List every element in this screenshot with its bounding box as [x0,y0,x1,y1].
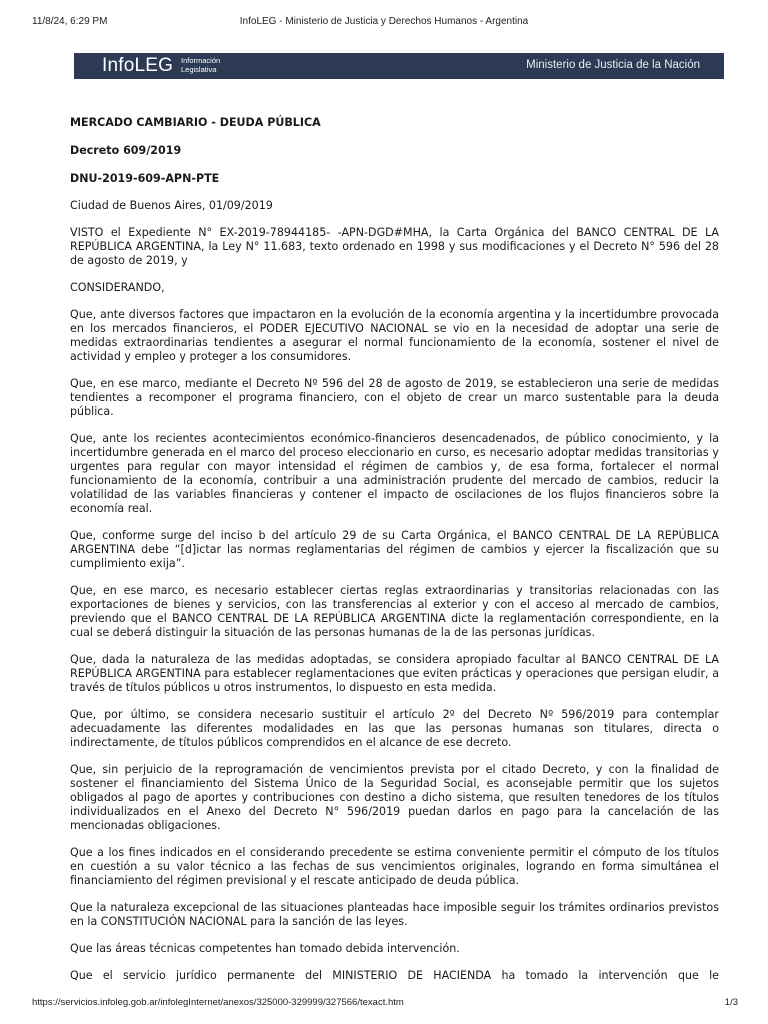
decree-number: Decreto 609/2019 [70,144,182,157]
page-url[interactable]: https://servicios.infoleg.gob.ar/infolegInternet/anexos/325000-329999/327566/texact.htm [32,997,404,1008]
print-footer [0,995,768,1011]
considerando-label: CONSIDERANDO, [70,281,165,294]
considerando-paragraph: Que, en ese marco, mediante el Decreto Nº 596 del 28 de agosto de 2019, se establecieron una serie de medidas tendientes a recomponer el programa financiero, con el objeto de crear un marco sustentable para la deuda pública. [70,377,719,418]
considerando-paragraph: Que las áreas técnicas competentes han tomado debida intervención. [70,942,460,955]
considerando-paragraph: Que, sin perjuicio de la reprogramación de vencimientos prevista por el citado Decreto, y con la finalidad de sostener el financiamiento del Sistema Único de la Seguridad Social, es aconsejable permitir que los sujetos obligados al pago de aportes y contribuciones con destino a dicho sistema, que resulten tenedores de los títulos individualizados en el Anexo del Decreto N° 596/2019 puedan darlos en pago para la cancelación de las mencionadas obligaciones. [70,763,719,832]
infoleg-banner [74,53,724,79]
print-page-title: InfoLEG - Ministerio de Justicia y Derechos Humanos - Argentina [239,16,529,27]
place-date: Ciudad de Buenos Aires, 01/09/2019 [70,199,273,212]
considerando-paragraph: Que, en ese marco, es necesario establecer ciertas reglas extraordinarias y transitorias relacionadas con las exportaciones de bienes y servicios, con las transferencias al exterior y con el acceso al mercado de cambios, previendo que el BANCO CENTRAL DE LA REPÚBLICA ARGENTINA dicte la reglamentación correspondiente, en la cual se deberá distinguir la situación de las personas humanas de la de las personas jurídicas. [70,584,719,639]
considerando-paragraph: Que, por último, se considera necesario sustituir el artículo 2º del Decreto Nº 596/2019 para contemplar adecuadamente las diferentes modalidades en las que las personas humanas son titulares, directa o indirectamente, de títulos públicos comprendidos en el alcance de ese decreto. [70,708,719,749]
logo-sub-line1: Información [181,56,221,65]
considerando-paragraph: Que la naturaleza excepcional de las situaciones planteadas hace imposible seguir los trámites ordinarios previstos en la CONSTITUCIÓN NACIONAL para la sanción de las leyes. [70,901,719,928]
print-header [0,12,768,28]
decree-code: DNU-2019-609-APN-PTE [70,172,220,185]
logo-sub-line2: Legislativa [181,65,217,74]
considerando-paragraph: Que, conforme surge del inciso b del artículo 29 de su Carta Orgánica, el BANCO CENTRAL DE LA REPÚBLICA ARGENTINA debe “[d]ictar las normas reglamentarias del régimen de cambios y ejercer la fiscalización que su cumplimiento exija”. [70,529,719,570]
infoleg-logo-subtitle [181,56,220,74]
infoleg-logo[interactable]: InfoLEG [102,55,174,76]
ministry-name: Ministerio de Justicia de la Nación [526,59,700,71]
visto-paragraph: VISTO el Expediente N° EX-2019-78944185- -APN-DGD#MHA, la Carta Orgánica del BANCO CENTRAL DE LA REPÚBLICA ARGENTINA, la Ley N° 11.683, texto ordenado en 1998 y sus modificaciones y el Decreto N° 596 del 28 de agosto de 2019, y [70,226,719,267]
document-heading: MERCADO CAMBIARIO - DEUDA PÚBLICA [70,116,321,129]
considerando-paragraph: Que, ante los recientes acontecimientos económico-financieros desencadenados, de público conocimiento, y la incertidumbre generada en el marco del proceso eleccionario en curso, es necesario adoptar medidas transitorias y urgentes para regular con mayor intensidad el régimen de cambios y, de esa forma, fortalecer el normal funcionamiento de la economía, contribuir a una administración prudente del mercado de cambios, reducir la volatilidad de las variables financieras y contener el impacto de oscilaciones de los flujos financieros sobre la economía real. [70,432,719,515]
considerando-paragraph: Que, dada la naturaleza de las medidas adoptadas, se considera apropiado facultar al BANCO CENTRAL DE LA REPÚBLICA ARGENTINA para establecer reglamentaciones que eviten prácticas y operaciones que persigan eludir, a través de títulos públicos u otros instrumentos, lo dispuesto en esta medida. [70,653,719,694]
print-datetime: 11/8/24, 6:29 PM [32,16,108,27]
considerando-paragraph: Que el servicio jurídico permanente del MINISTERIO DE HACIENDA ha tomado la intervención que le [70,969,719,982]
considerando-paragraph: Que a los fines indicados en el considerando precedente se estima conveniente permitir el cómputo de los títulos en cuestión a su valor técnico a las fechas de sus vencimientos originales, logrando en forma simultánea el financiamiento del régimen previsional y el rescate anticipado de deuda pública. [70,846,719,887]
page-number: 1/3 [724,997,738,1008]
decree-document [70,116,719,983]
considerando-paragraph: Que, ante diversos factores que impactaron en la evolución de la economía argentina y la incertidumbre provocada en los mercados financieros, el PODER EJECUTIVO NACIONAL se vio en la necesidad de adoptar una serie de medidas extraordinarias tendientes a asegurar el normal funcionamiento de la economía, sostener el nivel de actividad y empleo y proteger a los consumidores. [70,308,719,363]
